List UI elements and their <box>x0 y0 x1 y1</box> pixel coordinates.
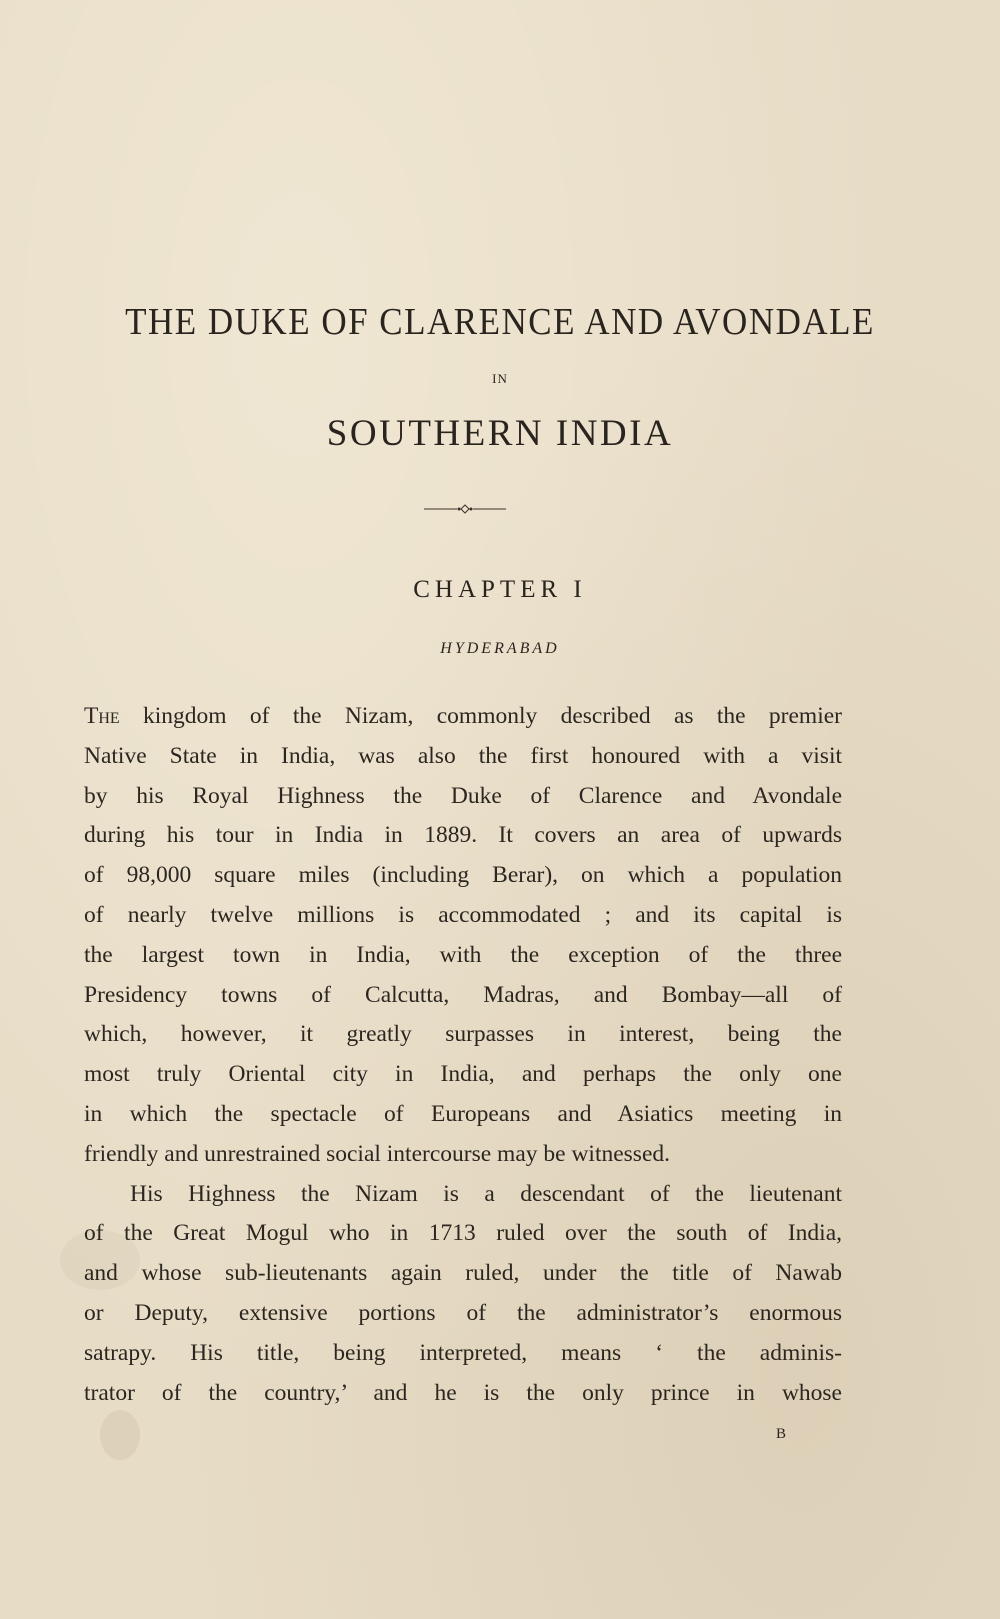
text-line: or Deputy, extensive portions of the administrator’s enormous <box>84 1299 842 1326</box>
chapter-heading: CHAPTER I <box>413 576 587 603</box>
text-line: trator of the country,’ and he is the only prince in whose <box>84 1379 842 1406</box>
text-line: Presidency towns of Calcutta, Madras, and Bombay—all of <box>84 981 842 1008</box>
drop-lead-word: The <box>84 703 120 729</box>
book-subtitle: SOUTHERN INDIA <box>326 413 674 454</box>
text-line: the largest town in India, with the exception of the three <box>84 941 842 968</box>
text-line: of the Great Mogul who in 1713 ruled over the south of India, <box>84 1220 842 1247</box>
text-line: of nearly twelve millions is accommodated ; and its capital is <box>84 901 842 928</box>
paragraph <box>84 697 842 1175</box>
signature-mark: B <box>776 1426 788 1442</box>
paragraph <box>84 1175 842 1414</box>
text-line: by his Royal Highness the Duke of Clarence and Avondale <box>84 782 842 809</box>
text-line: which, however, it greatly surpasses in interest, being the <box>84 1021 842 1048</box>
text-line: during his tour in India in 1889. It covers an area of upwards <box>84 822 842 849</box>
text-line: friendly and unrestrained social intercourse may be witnessed. <box>84 1140 670 1167</box>
text-line: The kingdom of the Nizam, commonly described as the premier <box>84 703 842 729</box>
text-line: in which the spectacle of Europeans and Asiatics meeting in <box>84 1100 842 1127</box>
ornament-divider-icon <box>424 503 506 515</box>
paper-stain <box>100 1410 140 1460</box>
text-line: Native State in India, was also the first honoured with a visit <box>84 742 842 769</box>
text-line: satrapy. His title, being interpreted, means ‘ the adminis- <box>84 1339 842 1366</box>
text-line: and whose sub-lieutenants again ruled, under the title of Nawab <box>84 1260 842 1287</box>
book-title: THE DUKE OF CLARENCE AND AVONDALE <box>125 300 875 343</box>
body-text <box>84 697 842 1413</box>
text-line: most truly Oriental city in India, and perhaps the only one <box>84 1061 842 1088</box>
title-connector: IN <box>492 371 508 386</box>
text-line: of 98,000 square miles (including Berar), on which a population <box>84 862 842 889</box>
text-line: His Highness the Nizam is a descendant of the lieutenant <box>130 1180 842 1207</box>
chapter-subtitle: HYDERABAD <box>440 640 560 657</box>
